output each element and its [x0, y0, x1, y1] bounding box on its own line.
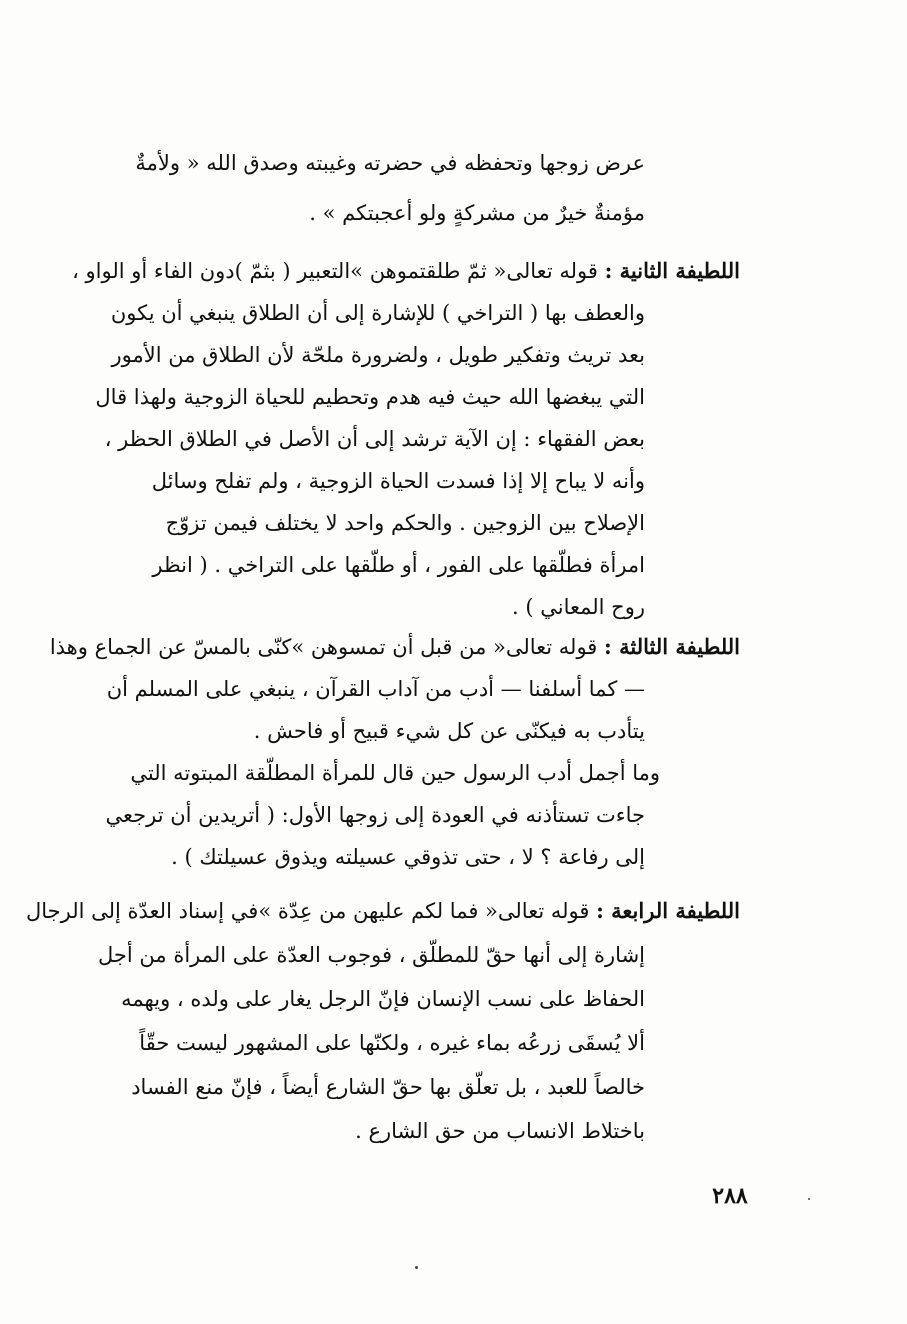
scan-speck: [415, 1266, 418, 1269]
text-line: وأنه لا يباح إلا إذا فسدت الحياة الزوجية ، ولم تفلح وسائل: [151, 469, 645, 493]
first-line: [26, 896, 740, 926]
text-line: يتأدب به فيكنّى عن كل شيء قبيح أو فاحش .: [253, 719, 645, 743]
text-line: بعض الفقهاء : إن الآية ترشد إلى أن الأصل في الطلاق الحظر ،: [104, 427, 645, 451]
text-line: إلى رفاعة ؟ لا ، حتى تذوقي عسيلته ويذوق عسيلتك ) .: [171, 845, 645, 869]
first-line: [50, 632, 740, 662]
text-line: الحفاظ على نسب الإنسان فإنّ الرجل يغار على ولده ، ويهمه: [121, 987, 645, 1011]
text-line: قوله تعالى« ثمّ طلقتموهن »التعبير ( بثمّ )دون الفاء أو الواو ،: [72, 259, 598, 283]
text-line: مؤمنةٌ خيرٌ من مشركةٍ ولو أعجبتكم » .: [309, 201, 645, 225]
text-line: روح المعاني ) .: [512, 595, 645, 619]
section-heading: اللطيفة الثانية :: [604, 258, 740, 283]
first-line: [72, 256, 740, 286]
text-line: والعطف بها ( التراخي ) للإشارة إلى أن الطلاق ينبغي أن يكون: [110, 301, 645, 325]
text-line: قوله تعالى« فما لكم عليهن من عِدّة »في إسناد العدّة إلى الرجال: [25, 899, 590, 923]
section-heading: اللطيفة الرابعة :: [596, 898, 740, 923]
text-line: ألا يُسقَى زرعُه بماء غيره ، ولكنّها على المشهور ليست حقّاً: [139, 1031, 645, 1055]
text-line: عرض زوجها وتحفظه في حضرته وغيبته وصدق الله « ولأمةٌ: [135, 151, 645, 175]
text-line: امرأة فطلّقها على الفور ، أو طلّقها على التراخي . ( انظر: [152, 553, 645, 577]
page-number: ٢٨٨: [712, 1183, 748, 1209]
text-line: باختلاط الانساب من حق الشارع .: [355, 1119, 645, 1143]
text-line: جاءت تستأذنه في العودة إلى زوجها الأول: ( أتريدين أن ترجعي: [105, 803, 645, 827]
section-fourth: [25, 896, 740, 1146]
text-line: — كما أسلفنا — أدب من آداب القرآن ، ينبغي على المسلم أن: [106, 677, 645, 701]
section-second: [70, 256, 740, 619]
scan-speck: [808, 1198, 810, 1200]
text-line: وما أجمل أدب الرسول حين قال للمرأة المطلّقة المبتوته التي: [130, 761, 660, 785]
section-third: [49, 632, 740, 872]
text-line: خالصاً للعبد ، بل تعلّق بها حقّ الشارع أيضاً ، فإنّ منع الفساد: [131, 1075, 645, 1099]
text-line: إشارة إلى أنها حقّ للمطلّق ، فوجوب العدّة على المرأة من أجل: [98, 943, 645, 967]
text-line: بعد تريث وتفكير طويل ، ولضرورة ملحّة لأن الطلاق من الأمور: [111, 343, 645, 367]
text-line: التي يبغضها الله حيث فيه هدم وتحطيم للحياة الزوجية ولهذا قال: [95, 385, 645, 409]
section-heading: اللطيفة الثالثة :: [604, 634, 740, 659]
text-line: قوله تعالى« من قبل أن تمسوهن »كنّى بالمسّ عن الجماع وهذا: [49, 635, 598, 659]
text-line: الإصلاح بين الزوجين . والحكم واحد لا يختلف فيمن تزوّج: [165, 511, 645, 535]
top-paragraph: [70, 148, 740, 228]
